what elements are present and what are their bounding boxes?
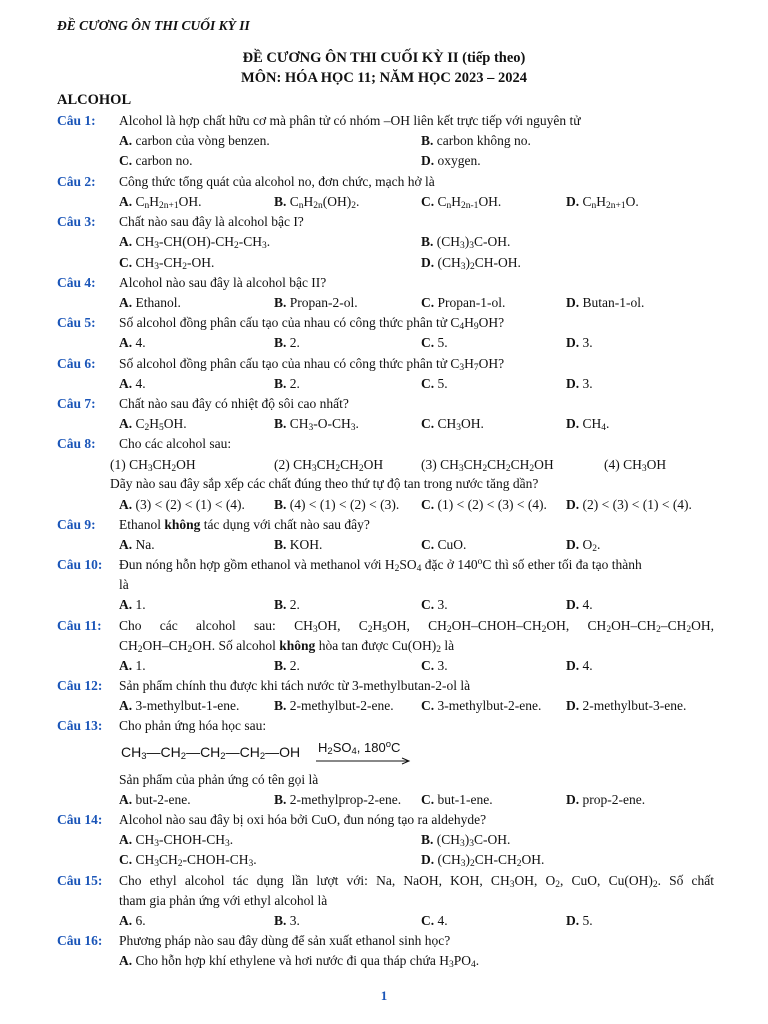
option-d: D. 3. — [566, 376, 593, 391]
question-text: Đun nóng hỗn hợp gồm ethanol và methanol với $H_2SO_4$ đặc ở 140$^o$C thì số ether tối đa tạo thành — [119, 557, 642, 574]
question-label: Câu 2: — [57, 174, 96, 189]
list-item: (1) $CH_3CH_2OH$ — [110, 457, 196, 474]
reaction-arrow — [316, 740, 413, 768]
option-d: D. $(CH_3)_2CH-OH$. — [421, 255, 521, 272]
option-d: D. 2-methylbut-3-ene. — [566, 698, 687, 713]
option-b: B. 3. — [274, 913, 300, 928]
question-label: Câu 11: — [57, 618, 102, 633]
question-text: Dãy nào sau đây sắp xếp các chất đúng theo thứ tự độ tan trong nước tăng dần? — [110, 476, 539, 491]
option-a: A. 4. — [119, 335, 146, 350]
question-label: Câu 4: — [57, 275, 96, 290]
question-text: Cho ethyl alcohol tác dụng lần lượt với: Na, NaOH, KOH, $CH_3OH$, $O_2$, CuO, $Cu(OH)_2$. Số chất — [119, 873, 715, 890]
question-text: tham gia phản ứng với ethyl alcohol là — [119, 893, 328, 908]
section-heading: ALCOHOL — [57, 92, 132, 108]
option-c: C. 4. — [421, 913, 448, 928]
option-b: B. $(CH_3)_3C-OH$. — [421, 832, 511, 849]
document-subtitle: MÔN: HÓA HỌC 11; NĂM HỌC 2023 – 2024 — [241, 70, 527, 86]
option-a: A. (3) < (2) < (1) < (4). — [119, 497, 245, 512]
option-d: D. $C_nH_{2n+1}O$. — [566, 194, 639, 211]
option-c: C. CuO. — [421, 537, 467, 552]
list-item: (4) $CH_3OH$ — [604, 457, 667, 474]
option-c: C. 3-methylbut-2-ene. — [421, 698, 542, 713]
option-a: A. 3-methylbut-1-ene. — [119, 698, 240, 713]
question-text: Số alcohol đồng phân cấu tạo của nhau có công thức phân tử $C_4H_9OH$? — [119, 315, 505, 332]
option-d: D. oxygen. — [421, 153, 481, 168]
option-b: B. (4) < (1) < (2) < (3). — [274, 497, 400, 512]
option-a: A. $CH_3-CH(OH)-CH_2-CH_3$. — [119, 234, 271, 251]
option-c: C. $CH_3OH$. — [421, 416, 484, 433]
option-c: C. 5. — [421, 376, 448, 391]
option-b: B. KOH. — [274, 537, 323, 552]
question-text: Số alcohol đồng phân cấu tạo của nhau có công thức phân tử $C_3H_7OH$? — [119, 356, 505, 373]
option-c: C. $C_nH_{2n-1}OH$. — [421, 194, 502, 211]
option-c: C. 3. — [421, 658, 448, 673]
question-label: Câu 13: — [57, 718, 103, 733]
option-b: B. $CH_3-O-CH_3$. — [274, 416, 359, 433]
question-text: Sản phẩm của phản ứng có tên gọi là — [119, 772, 319, 787]
option-d: D. $(CH_3)_2CH-CH_2OH$. — [421, 852, 545, 869]
option-d: D. $CH_4$. — [566, 416, 610, 433]
list-item: (2) $CH_3CH_2CH_2OH$ — [274, 457, 384, 474]
page-number: 1 — [380, 988, 388, 1003]
question-text: Cho các alcohol sau: $CH_3OH$, $C_2H_5OH$, $CH_2OH-CHOH-CH_2OH$, $CH_2OH-CH_2-CH_2OH$, — [119, 618, 714, 635]
question-text: Chất nào sau đây là alcohol bậc I? — [119, 214, 304, 229]
running-header: ĐỀ CƯƠNG ÔN THI CUỐI KỲ II — [57, 18, 250, 33]
option-b: B. Propan-2-ol. — [274, 295, 358, 310]
question-text: Cho phản ứng hóa học sau: — [119, 718, 267, 733]
question-label: Câu 3: — [57, 214, 96, 229]
reaction-condition: $H_2SO_4$, 180$^o$C — [318, 739, 401, 757]
arrow-icon — [316, 740, 413, 768]
option-d: D. prop-2-ene. — [566, 792, 646, 807]
option-a: A. 6. — [119, 913, 146, 928]
option-b: B. 2. — [274, 658, 300, 673]
option-a: A. 1. — [119, 597, 146, 612]
question-label: Câu 10: — [57, 557, 103, 572]
option-a: A. $C_nH_{2n+1}OH$. — [119, 194, 202, 211]
option-a: A. Na. — [119, 537, 155, 552]
question-label: Câu 8: — [57, 436, 96, 451]
option-d: D. Butan-1-ol. — [566, 295, 645, 310]
question-label: Câu 6: — [57, 356, 96, 371]
option-d: D. 5. — [566, 913, 593, 928]
question-label: Câu 16: — [57, 933, 103, 948]
option-b: B. 2-methylprop-2-ene. — [274, 792, 402, 807]
question-text: Sản phẩm chính thu được khi tách nước từ 3-methylbutan-2-ol là — [119, 678, 471, 693]
option-a: A. 4. — [119, 376, 146, 391]
question-label: Câu 7: — [57, 396, 96, 411]
option-b: B. 2. — [274, 376, 300, 391]
option-c: C. 3. — [421, 597, 448, 612]
option-c: C. Propan-1-ol. — [421, 295, 506, 310]
option-d: D. (2) < (3) < (1) < (4). — [566, 497, 692, 512]
question-text: Chất nào sau đây có nhiệt độ sôi cao nhất? — [119, 396, 349, 411]
option-c: C. 5. — [421, 335, 448, 350]
question-text: là — [119, 577, 129, 592]
option-d: D. 4. — [566, 597, 593, 612]
option-a: A. but-2-ene. — [119, 792, 191, 807]
question-text: Ethanol không tác dụng với chất nào sau đây? — [119, 517, 370, 532]
option-a: A. Ethanol. — [119, 295, 181, 310]
reaction-equation: $CH_3—CH_2—CH_2—CH_2—OH$ — [121, 744, 301, 762]
option-c: C. but-1-ene. — [421, 792, 493, 807]
question-text: Cho các alcohol sau: — [119, 436, 232, 451]
option-c: C. $CH_3-CH_2-OH$. — [119, 255, 215, 272]
question-text: Alcohol nào sau đây là alcohol bậc II? — [119, 275, 327, 290]
option-b: B. 2. — [274, 335, 300, 350]
option-a: A. $C_2H_5OH$. — [119, 416, 187, 433]
option-d: D. 4. — [566, 658, 593, 673]
option-a: A. Cho hỗn hợp khí ethylene và hơi nước đi qua tháp chứa $H_3PO_4$. — [119, 953, 480, 970]
question-label: Câu 9: — [57, 517, 96, 532]
option-a: A. $CH_3-CHOH-CH_3$. — [119, 832, 234, 849]
question-label: Câu 15: — [57, 873, 103, 888]
question-text: Alcohol nào sau đây bị oxi hóa bởi CuO, đun nóng tạo ra aldehyde? — [119, 812, 487, 827]
question-text: Alcohol là hợp chất hữu cơ mà phân tử có nhóm –OH liên kết trực tiếp với nguyên tử — [119, 113, 581, 128]
option-c: C. $CH_3CH_2-CHOH-CH_3$. — [119, 852, 257, 869]
option-c: C. carbon no. — [119, 153, 193, 168]
option-b: B. $C_nH_{2n}(OH)_2$. — [274, 194, 360, 211]
option-b: B. carbon không no. — [421, 133, 531, 148]
question-label: Câu 14: — [57, 812, 103, 827]
option-d: D. $O_2$. — [566, 537, 601, 554]
question-text: Phương pháp nào sau đây dùng để sản xuất ethanol sinh học? — [119, 933, 451, 948]
option-b: B. 2. — [274, 597, 300, 612]
option-b: B. $(CH_3)_3C-OH$. — [421, 234, 511, 251]
option-a: A. 1. — [119, 658, 146, 673]
list-item: (3) $CH_3CH_2CH_2CH_2OH$ — [421, 457, 554, 474]
question-label: Câu 5: — [57, 315, 96, 330]
question-text: $CH_2OH-CH_2OH$. Số alcohol không hòa tan được $Cu(OH)_2$ là — [119, 638, 455, 655]
question-label: Câu 1: — [57, 113, 96, 128]
document-title: ĐỀ CƯƠNG ÔN THI CUỐI KỲ II (tiếp theo) — [242, 50, 526, 66]
option-a: A. carbon của vòng benzen. — [119, 133, 270, 148]
question-label: Câu 12: — [57, 678, 103, 693]
option-c: C. (1) < (2) < (3) < (4). — [421, 497, 547, 512]
option-d: D. 3. — [566, 335, 593, 350]
question-text: Công thức tổng quát của alcohol no, đơn chức, mạch hở là — [119, 174, 435, 189]
option-b: B. 2-methylbut-2-ene. — [274, 698, 394, 713]
